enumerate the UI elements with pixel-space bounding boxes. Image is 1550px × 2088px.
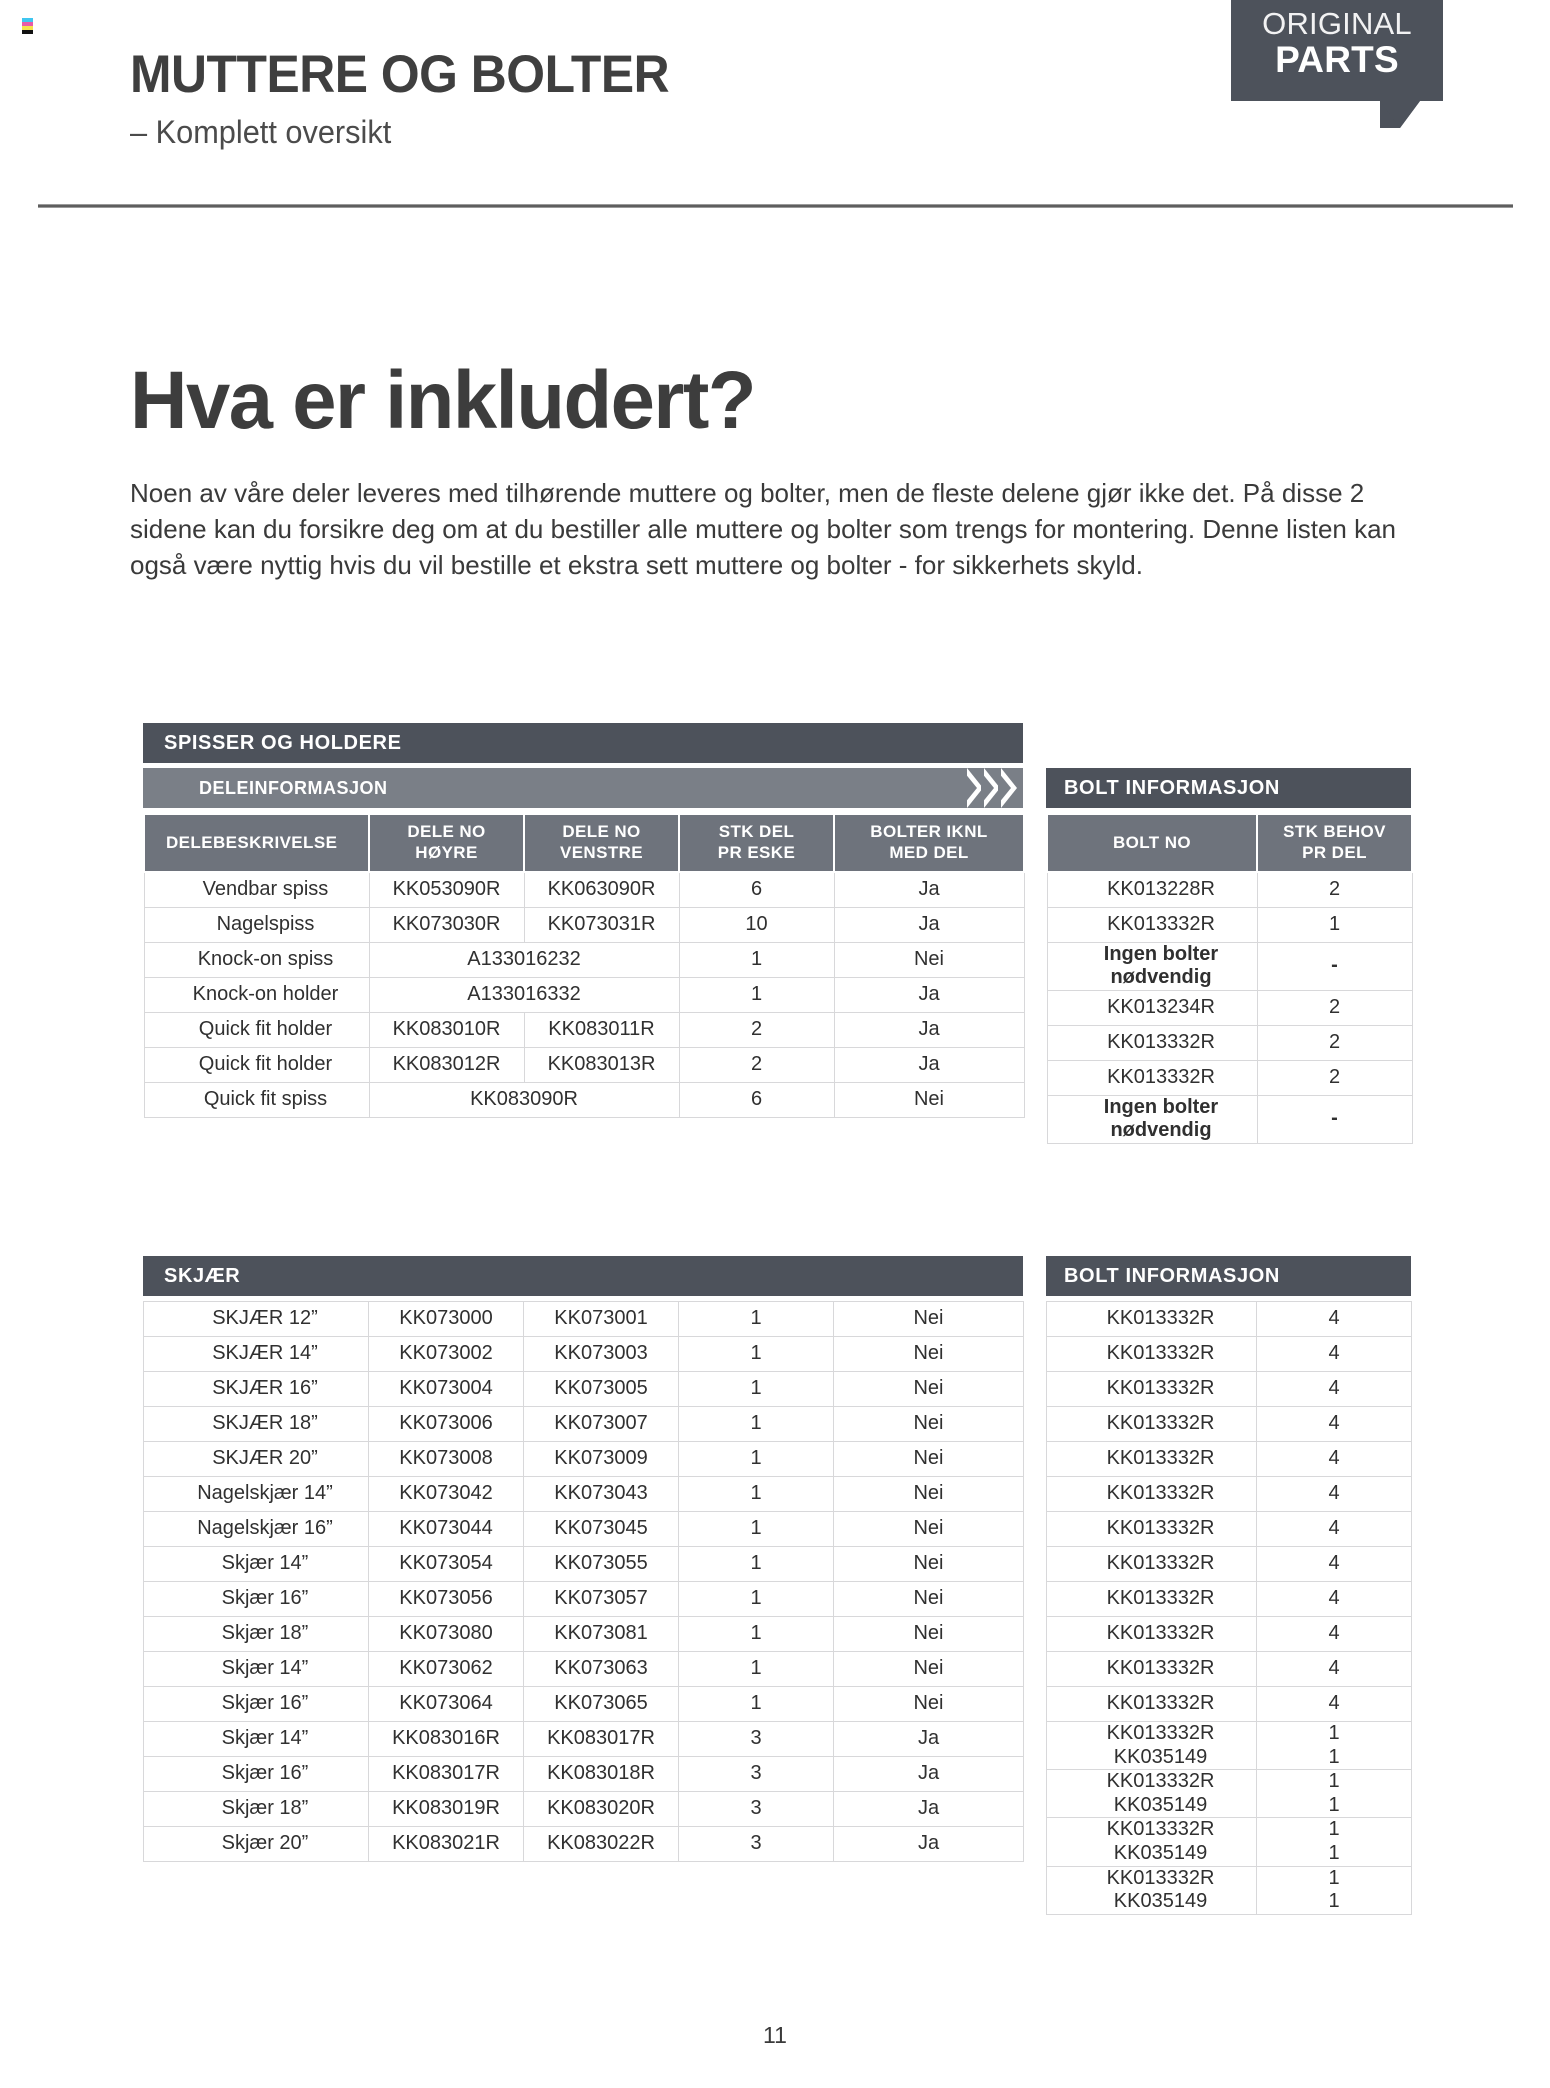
section2-title-bar: SKJÆR <box>143 1256 1023 1296</box>
cell-description: Skjær 20” <box>144 1827 369 1862</box>
cell-part-no-left: KK073043 <box>524 1477 679 1512</box>
cell-part-no-right: KK073006 <box>369 1407 524 1442</box>
page-title: MUTTERE OG BOLTER <box>130 45 670 104</box>
cell-description: Nagelspiss <box>144 907 369 942</box>
bolt-table-row <box>1047 1477 1412 1512</box>
bolt-table-row <box>1047 1617 1412 1652</box>
bolt-table-row <box>1047 1818 1412 1866</box>
cell-qty-per-box: 3 <box>679 1792 834 1827</box>
cell-bolt-qty: 1 <box>1257 907 1412 942</box>
cell-qty-per-box: 2 <box>679 1012 834 1047</box>
table-row <box>144 1337 1024 1372</box>
cell-part-no-left: KK083018R <box>524 1757 679 1792</box>
table-row <box>144 1617 1024 1652</box>
cell-part-no-left: KK083017R <box>524 1722 679 1757</box>
cell-description: SKJÆR 18” <box>144 1407 369 1442</box>
cell-bolt-qty: 1 1 <box>1257 1722 1412 1770</box>
col-stk-del-pr-eske <box>679 814 834 872</box>
cell-bolts-included: Nei <box>834 942 1024 977</box>
section2-bolt-title-bar: BOLT INFORMASJON <box>1046 1256 1411 1296</box>
table-row <box>144 1302 1024 1337</box>
cell-part-no-right: KK073000 <box>369 1302 524 1337</box>
cell-description: SKJÆR 12” <box>144 1302 369 1337</box>
cell-part-no-left: KK083013R <box>524 1047 679 1082</box>
bolt-table-row <box>1047 1652 1412 1687</box>
table-row <box>144 907 1024 942</box>
cell-bolt-qty: 4 <box>1257 1477 1412 1512</box>
cell-part-no-right: KK083021R <box>369 1827 524 1862</box>
cell-bolt-qty: 4 <box>1257 1547 1412 1582</box>
col-stk-del-l2: PR ESKE <box>717 843 796 862</box>
chevron-right-icons <box>967 768 1017 808</box>
table-row <box>144 1792 1024 1827</box>
cell-bolt-no: KK013234R <box>1047 990 1257 1025</box>
cell-bolts-included: Nei <box>834 1442 1024 1477</box>
cell-part-no-right: KK083019R <box>369 1792 524 1827</box>
cell-part-no-right: KK073004 <box>369 1372 524 1407</box>
cell-bolts-included: Nei <box>834 1477 1024 1512</box>
cell-description: Skjær 14” <box>144 1652 369 1687</box>
bolt-table-row <box>1047 1372 1412 1407</box>
cell-bolts-included: Ja <box>834 1792 1024 1827</box>
cell-bolt-qty: 1 1 <box>1257 1770 1412 1818</box>
cell-bolts-included: Ja <box>834 1012 1024 1047</box>
bolt-table-row <box>1047 1407 1412 1442</box>
cell-bolt-no: KK013332R <box>1047 907 1257 942</box>
cell-part-no-left: KK073009 <box>524 1442 679 1477</box>
col-dele-no-venstre-l1: DELE NO <box>562 822 641 842</box>
cell-qty-per-box: 1 <box>679 1372 834 1407</box>
col-bolter-iknl-l1: BOLTER IKNL <box>870 822 988 842</box>
page-number: 11 <box>763 2022 787 2048</box>
cell-part-no-right: KK073008 <box>369 1442 524 1477</box>
cell-description: Skjær 14” <box>144 1547 369 1582</box>
bolt-table-row <box>1047 1442 1412 1477</box>
cell-description: Skjær 14” <box>144 1722 369 1757</box>
section1-subtitle-label: DELEINFORMASJON <box>199 778 388 798</box>
table-header-row <box>144 814 1024 872</box>
badge-label-parts: PARTS <box>1275 39 1399 80</box>
cell-qty-per-box: 1 <box>679 1442 834 1477</box>
cell-description: Knock-on spiss <box>144 942 369 977</box>
cell-description: Skjær 16” <box>144 1582 369 1617</box>
col-bolter-iknl-l2: MED DEL <box>889 843 969 862</box>
bolt-table-row <box>1047 1025 1412 1060</box>
cell-bolts-included: Ja <box>834 1757 1024 1792</box>
cell-bolt-no: KK013332R <box>1047 1582 1257 1617</box>
cell-bolt-no: Ingen bolter nødvendig <box>1047 1095 1257 1143</box>
cell-bolt-qty: 2 <box>1257 1060 1412 1095</box>
col-bolt-no: BOLT NO <box>1047 814 1257 872</box>
bolt-table-row <box>1047 1866 1412 1914</box>
cell-bolt-qty: 4 <box>1257 1582 1412 1617</box>
cell-qty-per-box: 1 <box>679 1687 834 1722</box>
cell-bolt-no: KK013332R <box>1047 1407 1257 1442</box>
cell-bolt-qty: 2 <box>1257 872 1412 907</box>
cell-bolt-qty: 4 <box>1257 1442 1412 1477</box>
cell-bolts-included: Nei <box>834 1582 1024 1617</box>
cell-bolts-included: Ja <box>834 1047 1024 1082</box>
table-row <box>144 1407 1024 1442</box>
cell-bolt-no: KK013332R KK035149 <box>1047 1770 1257 1818</box>
bolt-table-row <box>1047 872 1412 907</box>
cell-part-no-left: KK073055 <box>524 1547 679 1582</box>
cell-qty-per-box: 3 <box>679 1827 834 1862</box>
cell-bolt-no: KK013332R <box>1047 1477 1257 1512</box>
header-divider <box>38 204 1513 208</box>
cell-bolt-no: KK013332R KK035149 <box>1047 1818 1257 1866</box>
cell-description: Quick fit holder <box>144 1047 369 1082</box>
table-row <box>144 1082 1024 1117</box>
cell-qty-per-box: 1 <box>679 1617 834 1652</box>
cell-part-no-left: KK073001 <box>524 1302 679 1337</box>
table-row <box>144 977 1024 1012</box>
cell-qty-per-box: 3 <box>679 1757 834 1792</box>
col-stk-behov-l2: PR DEL <box>1302 843 1367 862</box>
col-dele-no-venstre <box>524 814 679 872</box>
cell-bolt-no: KK013332R <box>1047 1372 1257 1407</box>
header-title-block <box>130 45 704 151</box>
cell-description: Quick fit holder <box>144 1012 369 1047</box>
cell-description: Nagelskjær 16” <box>144 1512 369 1547</box>
cell-bolt-no: KK013332R <box>1047 1337 1257 1372</box>
cell-description: Nagelskjær 14” <box>144 1477 369 1512</box>
cell-bolt-qty: 4 <box>1257 1302 1412 1337</box>
bolt-table-row <box>1047 1060 1412 1095</box>
cell-part-no-left: KK073057 <box>524 1582 679 1617</box>
cell-part-no-right: KK083010R <box>369 1012 524 1047</box>
cell-part-no-merged: A133016232 <box>369 942 679 977</box>
cell-qty-per-box: 1 <box>679 1582 834 1617</box>
table-row <box>144 1012 1024 1047</box>
cell-part-no-left: KK073045 <box>524 1512 679 1547</box>
cell-part-no-right: KK073056 <box>369 1582 524 1617</box>
cell-qty-per-box: 1 <box>679 942 834 977</box>
cell-part-no-right: KK073042 <box>369 1477 524 1512</box>
cell-bolt-no: KK013332R KK035149 <box>1047 1722 1257 1770</box>
cell-description: SKJÆR 20” <box>144 1442 369 1477</box>
cell-bolt-no: Ingen bolter nødvendig <box>1047 942 1257 990</box>
cell-bolts-included: Nei <box>834 1512 1024 1547</box>
cell-description: SKJÆR 14” <box>144 1337 369 1372</box>
section1-bolt-table <box>1046 813 1413 1144</box>
cell-part-no-right: KK073080 <box>369 1617 524 1652</box>
cell-bolts-included: Nei <box>834 1617 1024 1652</box>
section-bolt-informasjon-1 <box>1046 768 1411 1144</box>
cell-description: Quick fit spiss <box>144 1082 369 1117</box>
cell-bolt-qty: 4 <box>1257 1372 1412 1407</box>
cell-qty-per-box: 1 <box>679 1547 834 1582</box>
cell-bolts-included: Nei <box>834 1407 1024 1442</box>
badge-label-original: ORIGINAL <box>1262 6 1412 41</box>
cell-part-no-right: KK073054 <box>369 1547 524 1582</box>
cell-bolt-qty: 4 <box>1257 1617 1412 1652</box>
cell-bolt-qty: 2 <box>1257 1025 1412 1060</box>
bolt-table-row <box>1047 1302 1412 1337</box>
table-row <box>144 942 1024 977</box>
col-delebeskrivelse: DELEBESKRIVELSE <box>144 814 369 872</box>
cell-bolt-no: KK013332R <box>1047 1652 1257 1687</box>
cell-qty-per-box: 1 <box>679 1407 834 1442</box>
cell-part-no-left: KK083020R <box>524 1792 679 1827</box>
cell-part-no-left: KK083022R <box>524 1827 679 1862</box>
section1-title-bar: SPISSER OG HOLDERE <box>143 723 1023 763</box>
cell-description: SKJÆR 16” <box>144 1372 369 1407</box>
col-dele-no-hoyre-l2: HØYRE <box>415 843 478 862</box>
bolt-table-row <box>1047 1722 1412 1770</box>
section2-bolt-table <box>1046 1301 1412 1915</box>
section1-table-body <box>144 872 1024 1117</box>
col-stk-behov-l1: STK BEHOV <box>1283 822 1386 842</box>
badge-pointer-icon <box>1380 101 1420 128</box>
cell-bolt-qty: 1 1 <box>1257 1818 1412 1866</box>
section-skjaer <box>143 1256 1023 1862</box>
cell-bolt-no: KK013332R <box>1047 1617 1257 1652</box>
cell-part-no-left: KK073065 <box>524 1687 679 1722</box>
section2-bolt-table-body <box>1047 1302 1412 1915</box>
col-stk-behov-pr-del <box>1257 814 1412 872</box>
cell-bolt-no: KK013332R <box>1047 1547 1257 1582</box>
cell-bolt-qty: 4 <box>1257 1652 1412 1687</box>
intro-heading: Hva er inkludert? <box>130 355 756 446</box>
bolt-table-row <box>1047 1095 1412 1143</box>
cell-bolt-qty: 4 <box>1257 1337 1412 1372</box>
cell-part-no-right: KK083012R <box>369 1047 524 1082</box>
cell-qty-per-box: 1 <box>679 1302 834 1337</box>
cell-part-no-left: KK073031R <box>524 907 679 942</box>
section1-bolt-table-body <box>1047 872 1412 1143</box>
intro-paragraph: Noen av våre deler leveres med tilhørende muttere og bolter, men de fleste delene gjør ikke det. På disse 2 sidene kan du forsikre deg om at du bestiller alle muttere og bolter som trengs for montering. Denne listen kan også være nyttig hvis du vil bestille et ekstra sett muttere og bolter - for sikkerhets skyld. <box>130 478 1397 580</box>
bolt-table-row <box>1047 1337 1412 1372</box>
cell-qty-per-box: 1 <box>679 1652 834 1687</box>
bolt-table-row <box>1047 1770 1412 1818</box>
table-row <box>144 1477 1024 1512</box>
section-bolt-informasjon-2 <box>1046 1256 1411 1915</box>
cell-bolts-included: Nei <box>834 1652 1024 1687</box>
cell-bolts-included: Nei <box>834 1082 1024 1117</box>
table-row <box>144 1582 1024 1617</box>
col-dele-no-venstre-l2: VENSTRE <box>559 843 644 862</box>
cell-bolts-included: Nei <box>834 1337 1024 1372</box>
cell-part-no-right: KK053090R <box>369 872 524 907</box>
chevron-right-icon-3 <box>1001 768 1017 808</box>
cell-bolts-included: Nei <box>834 1687 1024 1722</box>
cell-description: Skjær 16” <box>144 1687 369 1722</box>
table-row <box>144 1512 1024 1547</box>
section-spisser-og-holdere <box>143 723 1023 1118</box>
table-row <box>144 872 1024 907</box>
cell-part-no-right: KK073030R <box>369 907 524 942</box>
cell-qty-per-box: 1 <box>679 977 834 1012</box>
cell-qty-per-box: 1 <box>679 1337 834 1372</box>
bolt-table-row <box>1047 1582 1412 1617</box>
table-row <box>144 1827 1024 1862</box>
col-dele-no-hoyre-l1: DELE NO <box>407 822 486 842</box>
cell-qty-per-box: 10 <box>679 907 834 942</box>
bolt-table-row <box>1047 1687 1412 1722</box>
cell-qty-per-box: 6 <box>679 1082 834 1117</box>
cell-qty-per-box: 6 <box>679 872 834 907</box>
page-subtitle: – Komplett oversikt <box>130 114 392 151</box>
section1-parts-table <box>143 813 1025 1118</box>
cell-qty-per-box: 2 <box>679 1047 834 1082</box>
cell-bolt-no: KK013228R <box>1047 872 1257 907</box>
cell-description: Skjær 18” <box>144 1617 369 1652</box>
cell-part-no-left: KK073081 <box>524 1617 679 1652</box>
table-row <box>144 1652 1024 1687</box>
original-parts-badge <box>1231 0 1443 101</box>
table-row <box>144 1547 1024 1582</box>
cell-bolt-no: KK013332R <box>1047 1442 1257 1477</box>
cell-part-no-right: KK073062 <box>369 1652 524 1687</box>
cell-part-no-merged: A133016332 <box>369 977 679 1012</box>
cell-qty-per-box: 1 <box>679 1477 834 1512</box>
cell-part-no-right: KK073044 <box>369 1512 524 1547</box>
cell-description: Knock-on holder <box>144 977 369 1012</box>
cell-bolt-qty: 4 <box>1257 1407 1412 1442</box>
cell-bolt-qty: - <box>1257 942 1412 990</box>
cell-bolt-no: KK013332R <box>1047 1512 1257 1547</box>
section1-subtitle-bar <box>143 768 1023 808</box>
cell-part-no-right: KK083017R <box>369 1757 524 1792</box>
cell-bolts-included: Nei <box>834 1372 1024 1407</box>
cell-bolt-qty: 1 1 <box>1257 1866 1412 1914</box>
cell-bolts-included: Ja <box>834 1722 1024 1757</box>
cell-bolt-no: KK013332R <box>1047 1302 1257 1337</box>
cell-bolt-no: KK013332R <box>1047 1060 1257 1095</box>
bolt-table-row <box>1047 942 1412 990</box>
table-row <box>144 1722 1024 1757</box>
cell-qty-per-box: 1 <box>679 1512 834 1547</box>
bolt-table-row <box>1047 990 1412 1025</box>
cell-part-no-left: KK073003 <box>524 1337 679 1372</box>
cell-description: Vendbar spiss <box>144 872 369 907</box>
cell-bolt-qty: 2 <box>1257 990 1412 1025</box>
table-row <box>144 1442 1024 1477</box>
cell-part-no-right: KK083016R <box>369 1722 524 1757</box>
cell-bolt-qty: 4 <box>1257 1687 1412 1722</box>
col-stk-del-l1: STK DEL <box>718 822 795 842</box>
bolt-table-row <box>1047 907 1412 942</box>
intro-block <box>130 355 1430 584</box>
table-row <box>144 1687 1024 1722</box>
col-bolter-iknl-med-del <box>834 814 1024 872</box>
cell-bolts-included: Nei <box>834 1547 1024 1582</box>
cell-bolt-no: KK013332R KK035149 <box>1047 1866 1257 1914</box>
table-row <box>144 1372 1024 1407</box>
table-row <box>144 1757 1024 1792</box>
cell-qty-per-box: 3 <box>679 1722 834 1757</box>
cell-part-no-left: KK073005 <box>524 1372 679 1407</box>
cell-bolts-included: Nei <box>834 1302 1024 1337</box>
bolt-table-row <box>1047 1512 1412 1547</box>
section1-bolt-title-bar: BOLT INFORMASJON <box>1046 768 1411 808</box>
section2-parts-table <box>143 1301 1024 1862</box>
cell-part-no-left: KK073063 <box>524 1652 679 1687</box>
bolt-table-header-row <box>1047 814 1412 872</box>
cell-part-no-left: KK063090R <box>524 872 679 907</box>
cell-bolts-included: Ja <box>834 907 1024 942</box>
cell-bolts-included: Ja <box>834 977 1024 1012</box>
cell-bolts-included: Ja <box>834 872 1024 907</box>
page-header <box>0 0 1550 215</box>
cell-part-no-left: KK073007 <box>524 1407 679 1442</box>
cell-bolt-qty: - <box>1257 1095 1412 1143</box>
cell-description: Skjær 18” <box>144 1792 369 1827</box>
cell-description: Skjær 16” <box>144 1757 369 1792</box>
cell-bolt-qty: 4 <box>1257 1512 1412 1547</box>
cell-part-no-right: KK073002 <box>369 1337 524 1372</box>
cell-bolts-included: Ja <box>834 1827 1024 1862</box>
cell-part-no-merged: KK083090R <box>369 1082 679 1117</box>
col-dele-no-hoyre <box>369 814 524 872</box>
cell-part-no-right: KK073064 <box>369 1687 524 1722</box>
cell-part-no-left: KK083011R <box>524 1012 679 1047</box>
table-row <box>144 1047 1024 1082</box>
cell-bolt-no: KK013332R <box>1047 1687 1257 1722</box>
bolt-table-row <box>1047 1547 1412 1582</box>
cell-bolt-no: KK013332R <box>1047 1025 1257 1060</box>
section2-table-body <box>144 1302 1024 1862</box>
